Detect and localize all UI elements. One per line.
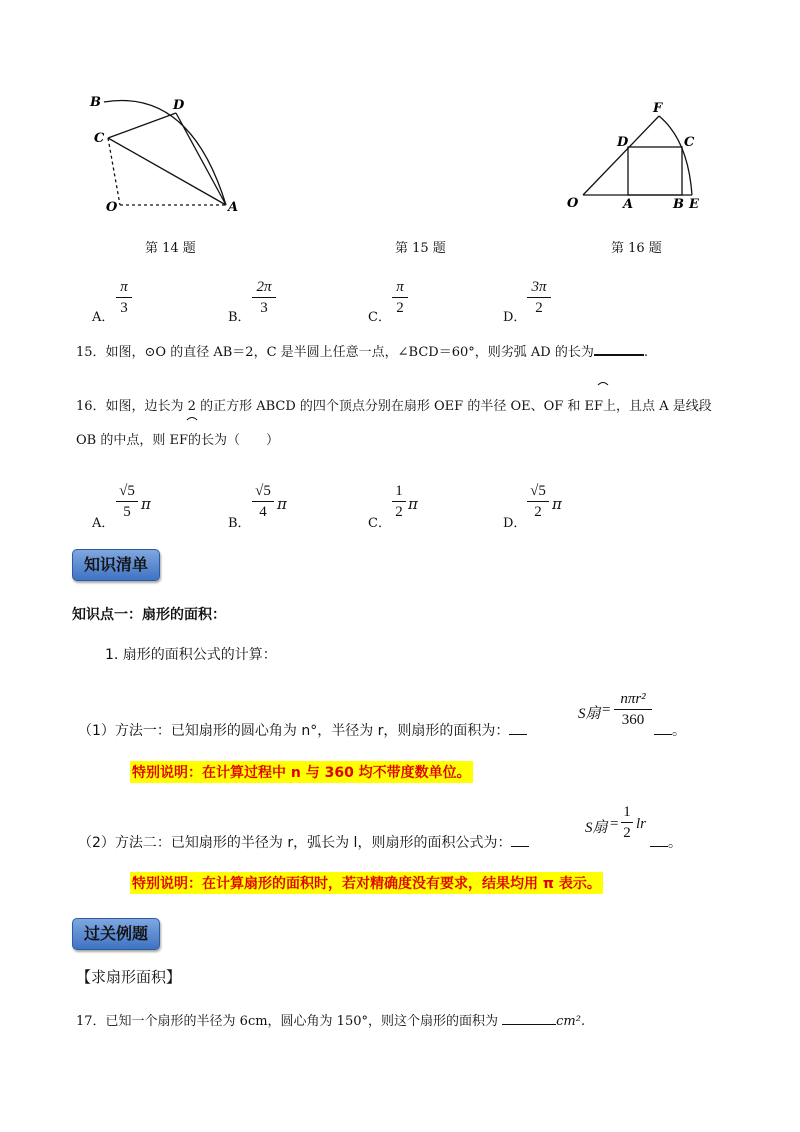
method-2-end: 。 <box>650 832 682 852</box>
question-15-text: 15．如图，⊙O 的直径 AB＝2，C 是半圆上任意一点，∠BCD＝60°，则劣弧 AD 的长为 <box>76 345 594 360</box>
label-c-14: C <box>94 131 105 146</box>
label-b-16: B <box>673 197 684 212</box>
arc-fe <box>659 116 692 195</box>
segment-co-dashed <box>108 138 120 205</box>
section-header-examples: 过关例题 <box>72 918 160 950</box>
q14-option-b-letter: B． <box>228 310 251 325</box>
method-2-text: （2）方法二：已知扇形的半径为 r，弧长为 l，则扇形的面积公式为： <box>78 835 512 851</box>
question-15 <box>76 342 648 362</box>
label-o-16: O <box>567 196 579 211</box>
q16-option-c-fraction: 1 2 <box>392 482 406 521</box>
arc-mark-ef-1 <box>598 383 608 386</box>
section-header-knowledge: 知识清单 <box>72 549 160 581</box>
question-17-text: 17．已知一个扇形的半径为 6cm，圆心角为 150°，则这个扇形的面积为 <box>76 1014 498 1029</box>
label-a-16: A <box>623 197 634 212</box>
item-1-heading: 1. 扇形的面积公式的计算： <box>105 647 277 663</box>
q14-option-a-fraction: π 3 <box>116 278 132 317</box>
q16-option-b-letter: B． <box>228 516 251 531</box>
method-2-lr: lr <box>636 816 647 832</box>
question-16-line2: OB 的中点，则 EF的长为（ ） <box>76 433 279 448</box>
label-o-14: O <box>106 200 118 215</box>
knowledge-point-1-title: 知识点一：扇形的面积： <box>72 607 226 623</box>
q14-option-a-letter: A． <box>92 310 115 325</box>
caption-fig14: 第 14 题 <box>145 241 196 256</box>
segment-cd <box>108 113 176 138</box>
q14-option-b-fraction: 2π 3 <box>252 278 276 317</box>
q14-option-c-letter: C． <box>368 310 391 325</box>
method-2-fraction: 1 2 <box>621 803 633 842</box>
question-17-blank <box>502 1012 556 1025</box>
q16-option-a-pi: π <box>141 495 151 513</box>
label-d-14: D <box>173 98 185 113</box>
q16-option-d-pi: π <box>552 495 562 513</box>
method-2-equals: = <box>610 816 619 832</box>
question-17 <box>76 1012 585 1031</box>
label-e-16: E <box>689 197 699 212</box>
q16-option-c-letter: C． <box>368 516 391 531</box>
square-abcd <box>628 147 682 195</box>
q16-option-a-fraction: √5 5 <box>116 482 138 521</box>
q14-option-c-fraction: π 2 <box>392 278 408 317</box>
q14-option-d-fraction: 3π 2 <box>527 278 551 317</box>
label-c-16: C <box>684 135 695 150</box>
label-b-14: B <box>90 95 101 110</box>
q16-option-d-letter: D． <box>503 516 527 531</box>
q14-option-d-letter: D． <box>503 310 527 325</box>
figures-canvas <box>0 0 800 260</box>
note-2-highlight: 特别说明：在计算扇形的面积时，若对精确度没有要求，结果均用 π 表示。 <box>130 872 603 894</box>
method-1-equals: = <box>602 702 611 718</box>
note-1-highlight: 特别说明：在计算过程中 n 与 360 均不带度数单位。 <box>130 761 473 783</box>
method-1-blank-left <box>509 722 527 735</box>
q16-option-d-fraction: √5 2 <box>527 482 549 521</box>
arc-mark-ef-2 <box>187 418 197 421</box>
caption-fig16: 第 16 题 <box>611 241 662 256</box>
question-15-end: . <box>643 345 648 360</box>
q16-option-a-letter: A． <box>92 516 115 531</box>
method-1-end: 。 <box>654 720 686 740</box>
method-2-blank-left <box>511 834 529 847</box>
method-1-lhs: S扇 <box>578 706 601 722</box>
method-2-line <box>78 832 529 852</box>
method-2-blank-right <box>650 834 668 847</box>
sub-title-sector-area: 【求扇形面积】 <box>76 968 182 986</box>
method-1-blank-right <box>654 722 672 735</box>
figure-14 <box>104 101 226 205</box>
question-17-unit: cm². <box>556 1014 586 1029</box>
method-1-text: （1）方法一：已知扇形的圆心角为 n°，半径为 r，则扇形的面积为： <box>78 723 510 739</box>
caption-fig15: 第 15 题 <box>395 241 446 256</box>
question-15-blank <box>594 342 644 356</box>
q16-option-c-pi: π <box>408 495 418 513</box>
arc-bd-a <box>104 101 226 205</box>
method-2-lhs: S扇 <box>585 820 608 836</box>
method-1-fraction: nπr² 360 <box>614 690 652 729</box>
q16-option-b-pi: π <box>277 495 287 513</box>
label-a-14: A <box>228 200 239 215</box>
q16-option-b-fraction: √5 4 <box>252 482 274 521</box>
label-f-16: F <box>653 101 663 116</box>
question-16-line1: 16．如图，边长为 2 的正方形 ABCD 的四个顶点分别在扇形 OEF 的半径 OE、OF 和 EF上，且点 A 是线段 <box>76 399 712 414</box>
figure-16 <box>583 116 692 195</box>
arc-marks <box>0 380 800 450</box>
label-d-16: D <box>617 135 629 150</box>
method-1-line <box>78 720 527 740</box>
segment-of <box>583 116 659 195</box>
